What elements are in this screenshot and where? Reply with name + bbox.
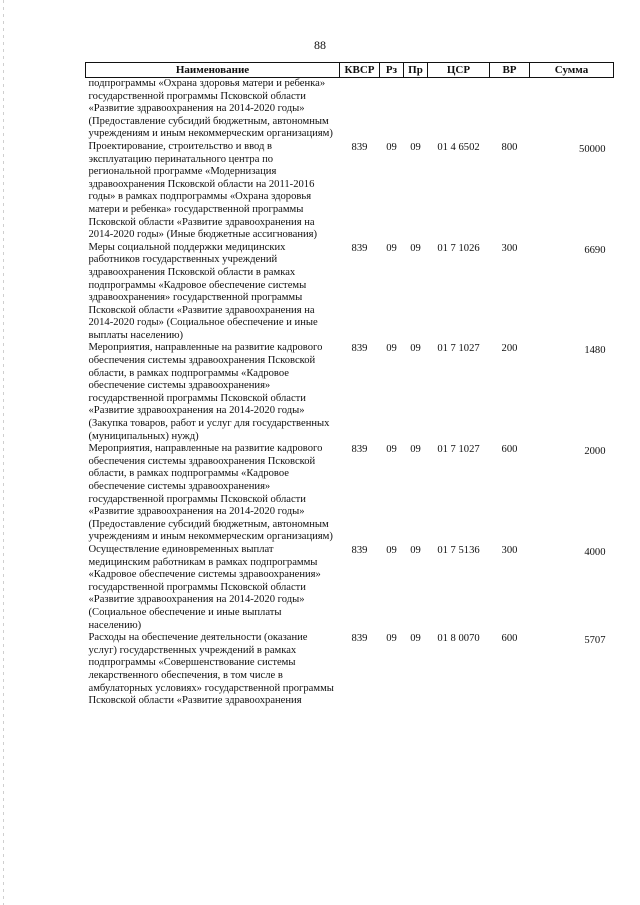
row-pr: 09 [410,633,421,645]
row-name: Осуществление единовременных выплат медицинским работникам в рамках подпрограммы «Кадровое обеспечение системы здравоохранения» государственной программы Псковской области «Развитие здравоохранения на 2014-2020 годы» (Социальное обеспечение и иные выплаты населению) [88,543,321,631]
row-pr: 09 [410,141,421,153]
row-csr: 01 7 1027 [437,343,480,355]
row-kvsr: 839 [351,444,368,456]
row-name: Меры социальной поддержки медицинских работников государственных учреждений здравоохранения Псковской области в рамках подпрограммы «Кадровое обеспечение системы здравоохранения» государственной программы Псковской области «Развитие здравоохранения на 2014-2020 годы» (Социальное обеспечение и иные выплаты населению) [88,241,318,341]
row-vr [490,78,530,141]
header-rz: Рз [380,63,404,78]
row-pr: 09 [410,343,421,355]
header-name: Наименование [86,63,340,78]
row-sum: 2000 [584,446,606,458]
row-vr: 200 [501,343,518,355]
row-vr: 300 [501,242,518,254]
header-vr: ВР [490,63,530,78]
row-kvsr: 839 [351,242,368,254]
header-sum: Сумма [530,63,614,78]
row-kvsr [340,78,380,141]
row-csr [428,78,490,141]
row-csr: 01 7 1026 [437,242,480,254]
row-sum: 50000 [579,143,606,155]
row-kvsr: 839 [351,141,368,153]
row-sum [530,78,614,141]
row-vr: 600 [501,633,518,645]
row-kvsr: 839 [351,343,368,355]
row-rz: 09 [386,544,397,556]
table-row [86,78,614,141]
row-rz: 09 [386,444,397,456]
table-row [86,342,614,443]
row-pr: 09 [410,544,421,556]
row-kvsr: 839 [351,633,368,645]
table-row [86,242,614,343]
row-vr: 300 [501,544,518,556]
table-row [86,544,614,632]
row-rz [380,78,404,141]
row-name: Расходы на обеспечение деятельности (оказание услуг) государственных учреждений в рамках подпрограммы «Совершенствование системы лекарственного обеспечения, в том числе в амбулаторных условиях» государственной программы Псковской области «Развитие здравоохранения [88,632,334,707]
row-pr: 09 [410,444,421,456]
row-sum: 6690 [584,244,606,256]
row-name: Мероприятия, направленные на развитие кадрового обеспечения системы здравоохранения Псковской области, в рамках подпрограммы «Кадровое обеспечение системы здравоохранения» государственной программы Псковской области «Развитие здравоохранения на 2014-2020 годы» (Закупка товаров, работ и услуг для государственных (муниципальных) нужд) [88,342,330,442]
page-number: 88 [314,38,326,52]
header-csr: ЦСР [428,63,490,78]
row-sum: 4000 [584,546,606,558]
row-csr: 01 4 6502 [437,141,480,153]
table-body [86,78,614,708]
row-name: подпрограммы «Охрана здоровья матери и ребенка» государственной программы Псковской области «Развитие здравоохранения на 2014-2020 годы» (Предоставление субсидий бюджетным, автономным учреждениям и иным некоммерческим организациям) [88,78,333,140]
row-pr: 09 [410,242,421,254]
table-row [86,443,614,544]
row-rz: 09 [386,633,397,645]
row-rz: 09 [386,242,397,254]
table-header [86,63,614,78]
row-rz: 09 [386,141,397,153]
row-csr: 01 7 1027 [437,444,480,456]
row-csr: 01 8 0070 [437,633,480,645]
row-kvsr: 839 [351,544,368,556]
row-vr: 800 [501,141,518,153]
header-pr: Пр [404,63,428,78]
budget-table [85,62,614,708]
table-row [86,632,614,708]
row-name: Мероприятия, направленные на развитие кадрового обеспечения системы здравоохранения Псковской области, в рамках подпрограммы «Кадровое обеспечение системы здравоохранения» государственной программы Псковской области «Развитие здравоохранения на 2014-2020 годы» (Предоставление субсидий бюджетным, автономным учреждениям и иным некоммерческим организациям) [88,443,333,543]
row-sum: 5707 [584,635,606,647]
table-row [86,141,614,242]
row-vr: 600 [501,444,518,456]
row-pr [404,78,428,141]
header-kvsr: КВСР [340,63,380,78]
row-sum: 1480 [584,345,606,357]
row-rz: 09 [386,343,397,355]
scan-edge-artifact [3,0,4,905]
row-name: Проектирование, строительство и ввод в эксплуатацию перинатального центра по региональной программе «Модернизация здравоохранения Псковской области на 2011-2016 годы» в рамках подпрограммы «Охрана здоровья матери и ребенка» государственной программы Псковской области «Развитие здравоохранения на 2014-2020 годы» (Иные бюджетные ассигнования) [88,140,318,241]
row-csr: 01 7 5136 [437,544,480,556]
